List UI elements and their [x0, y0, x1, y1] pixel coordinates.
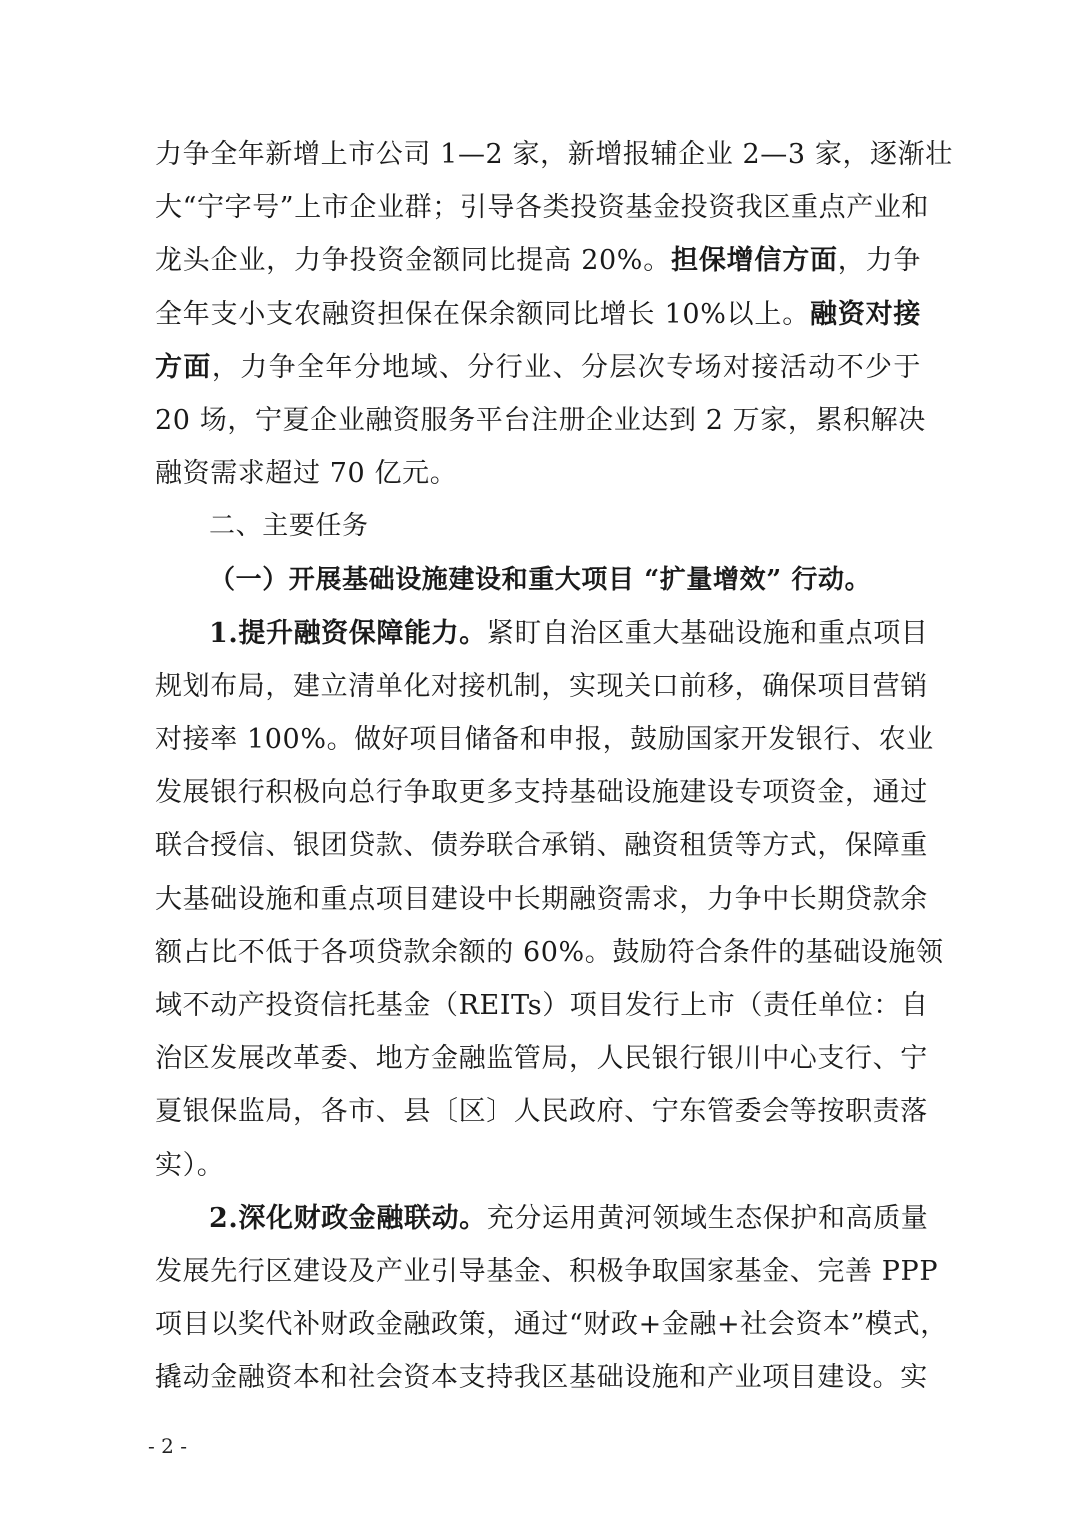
- text-line: [155, 713, 934, 766]
- text-span: 融资需求超过 70 亿元。: [155, 458, 458, 490]
- text-line: [155, 1032, 928, 1085]
- text-span: 规划布局，建立清单化对接机制，实现关口前移，确保项目营销: [155, 670, 928, 702]
- text-line: [155, 819, 928, 872]
- text-span: 发展银行积极向总行争取更多支持基础设施建设专项资金，通过: [155, 777, 928, 809]
- text-line: [155, 1192, 929, 1245]
- text-line: [155, 660, 928, 713]
- text-line: [155, 979, 929, 1032]
- page-number: - 2 -: [148, 1434, 187, 1458]
- text-line: [155, 288, 921, 341]
- section-heading: 二、主要任务: [209, 511, 369, 542]
- text-line: [155, 1298, 948, 1351]
- text-span: 力争全年新增上市公司 1—2 家，新增报辅企业 2—3 家，逐渐壮: [155, 139, 953, 170]
- text-span: 20 场，宁夏企业融资服务平台注册企业达到 2 万家，累积解决: [155, 404, 926, 436]
- subsection-heading: （一）开展基础设施建设和重大项目 “扩量增效” 行动。: [209, 564, 872, 595]
- text-span: 发展先行区建设及产业引导基金、积极争取国家基金、完善 PPP: [155, 1255, 939, 1287]
- text-line: [155, 926, 944, 979]
- text-span: 治区发展改革委、地方金融监管局，人民银行银川中心支行、宁: [155, 1043, 928, 1075]
- text-line: [155, 1245, 939, 1298]
- text-span: 项目以奖代补财政金融政策，通过“财政+金融+社会资本”模式，: [155, 1309, 948, 1341]
- text-span: 紧盯自治区重大基础设施和重点项目: [486, 617, 929, 649]
- text-span: 夏银保监局，各市、县〔区〕人民政府、宁东管委会等按职责落: [155, 1096, 928, 1128]
- text-span: 对接率 100%。做好项目储备和申报，鼓励国家开发银行、农业: [155, 724, 934, 756]
- text-line: [155, 873, 928, 926]
- bold-keyword: 担保增信方面: [671, 245, 838, 277]
- text-line: [155, 766, 928, 819]
- text-line: [155, 341, 921, 394]
- text-line: [155, 128, 953, 181]
- text-line: [155, 1351, 928, 1404]
- text-span: 龙头企业，力争投资金额同比提高 20%。: [155, 245, 672, 277]
- text-line: [155, 607, 929, 660]
- text-line: [155, 181, 930, 234]
- text-span: 全年支小支农融资担保在保余额同比增长 10%以上。: [155, 298, 811, 330]
- text-span: 大基础设施和重点项目建设中长期融资需求，力争中长期贷款余: [155, 883, 928, 915]
- text-line: [155, 1139, 921, 1192]
- bold-keyword: 融资对接: [810, 298, 922, 330]
- text-span: 大“宁字号”上市企业群；引导各类投资基金投资我区重点产业和: [155, 192, 930, 224]
- text-span: 实）。: [155, 1149, 225, 1181]
- text-span: 充分运用黄河领域生态保护和高质量: [486, 1202, 929, 1234]
- text-line: [155, 234, 921, 287]
- text-span: 域不动产投资信托基金（REITs）项目发行上市（责任单位：自: [155, 990, 929, 1021]
- bold-keyword: 方面: [155, 351, 212, 383]
- text-line: [155, 1085, 928, 1138]
- text-line: [155, 447, 921, 500]
- item-title: 1.提升融资保障能力。: [209, 617, 487, 649]
- text-span: ，力争: [837, 245, 921, 277]
- text-span: 联合授信、银团贷款、债券联合承销、融资租赁等方式，保障重: [155, 830, 928, 862]
- text-span: 额占比不低于各项贷款余额的 60%。鼓励符合条件的基础设施领: [155, 936, 944, 968]
- text-span: 撬动金融资本和社会资本支持我区基础设施和产业项目建设。实: [155, 1362, 928, 1394]
- text-line: [155, 394, 926, 447]
- text-span: ，力争全年分地域、分行业、分层次专场对接活动不少于: [211, 351, 922, 383]
- item-title: 2.深化财政金融联动。: [209, 1202, 487, 1234]
- document-body: [155, 128, 953, 1405]
